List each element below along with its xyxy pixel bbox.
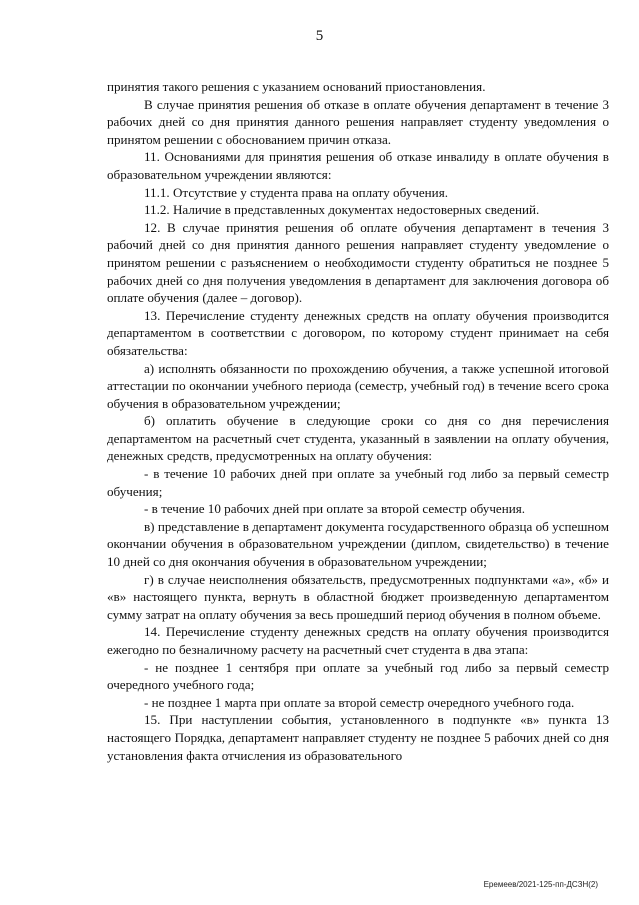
- document-code: Еремеев/2021-125-пп-ДСЗН(2): [483, 880, 598, 889]
- paragraph: 11.2. Наличие в представленных документах недостоверных сведений.: [144, 202, 540, 218]
- paragraph: б) оплатить обучение в следующие сроки со дня со дня перечисления департаментом на расчетный счет студента, указанный в заявлении на оплату обучения, денежных средств, предусмотренных на оплату обучения:: [107, 413, 609, 464]
- paragraph: 14. Перечисление студенту денежных средств на оплату обучения производится ежегодно по безналичному расчету на расчетный счет студента в два этапа:: [107, 624, 609, 657]
- paragraph: принятия такого решения с указанием оснований приостановления.: [107, 79, 486, 94]
- paragraph: 15. При наступлении события, установленного в подпункте «в» пункта 13 настоящего Порядка, департамент направляет студенту не позднее 5 рабочих дней со дня установления факта отчисления из образовательного: [107, 712, 609, 763]
- paragraph: 12. В случае принятия решения об оплате обучения департамент в течения 3 рабочий дней со дня принятия данного решения направляет студенту уведомление о принятом решении с разъяснением о необходимости студенту обратиться не позднее 5 рабочих дней со дня получения уведомления в департамент для заключения договора об оплате обучения (далее – договор).: [107, 219, 609, 306]
- paragraph: г) в случае неисполнения обязательств, предусмотренных подпунктами «а», «б» и «в» настоящего пункта, вернуть в областной бюджет произведенную департаментом сумму затрат на оплату обучения за весь прошедший период обучения в полном объеме.: [107, 571, 609, 622]
- paragraph: - не позднее 1 марта при оплате за второй семестр очередного учебного года.: [144, 694, 575, 710]
- paragraph: - в течение 10 рабочих дней при оплате за второй семестр обучения.: [144, 501, 526, 517]
- paragraph: 11.1. Отсутствие у студента права на оплату обучения.: [144, 184, 448, 200]
- page-number: 5: [315, 28, 324, 44]
- paragraph: в) представление в департамент документа государственного образца об успешном окончании обучения в образовательном учреждении (диплом, свидетельство) в течение 10 дней со дня окончания обучения в образовательном учреждении;: [107, 518, 609, 570]
- paragraph: 13. Перечисление студенту денежных средств на оплату обучения производится департаментом в соответствии с договором, по которому студент принимает на себя обязательства:: [107, 307, 609, 358]
- paragraph: а) исполнять обязанности по прохождению обучения, а также успешной итоговой аттестации по окончании учебного периода (семестр, учебный год) в течение всего срока обучения в образовательном учреждении;: [107, 360, 609, 411]
- document-body: [107, 78, 609, 764]
- paragraph: - не позднее 1 сентября при оплате за учебный год либо за первый семестр очередного учебного года;: [107, 659, 609, 693]
- paragraph: - в течение 10 рабочих дней при оплате за учебный год либо за первый семестр обучения;: [107, 466, 609, 499]
- paragraph: В случае принятия решения об отказе в оплате обучения департамент в течение 3 рабочих дней со дня принятия данного решения направляет студенту уведомления о принятом решении с обоснованием причин отказа.: [107, 96, 609, 147]
- paragraph: 11. Основаниями для принятия решения об отказе инвалиду в оплате обучения в образовательном учреждении являются:: [107, 149, 609, 182]
